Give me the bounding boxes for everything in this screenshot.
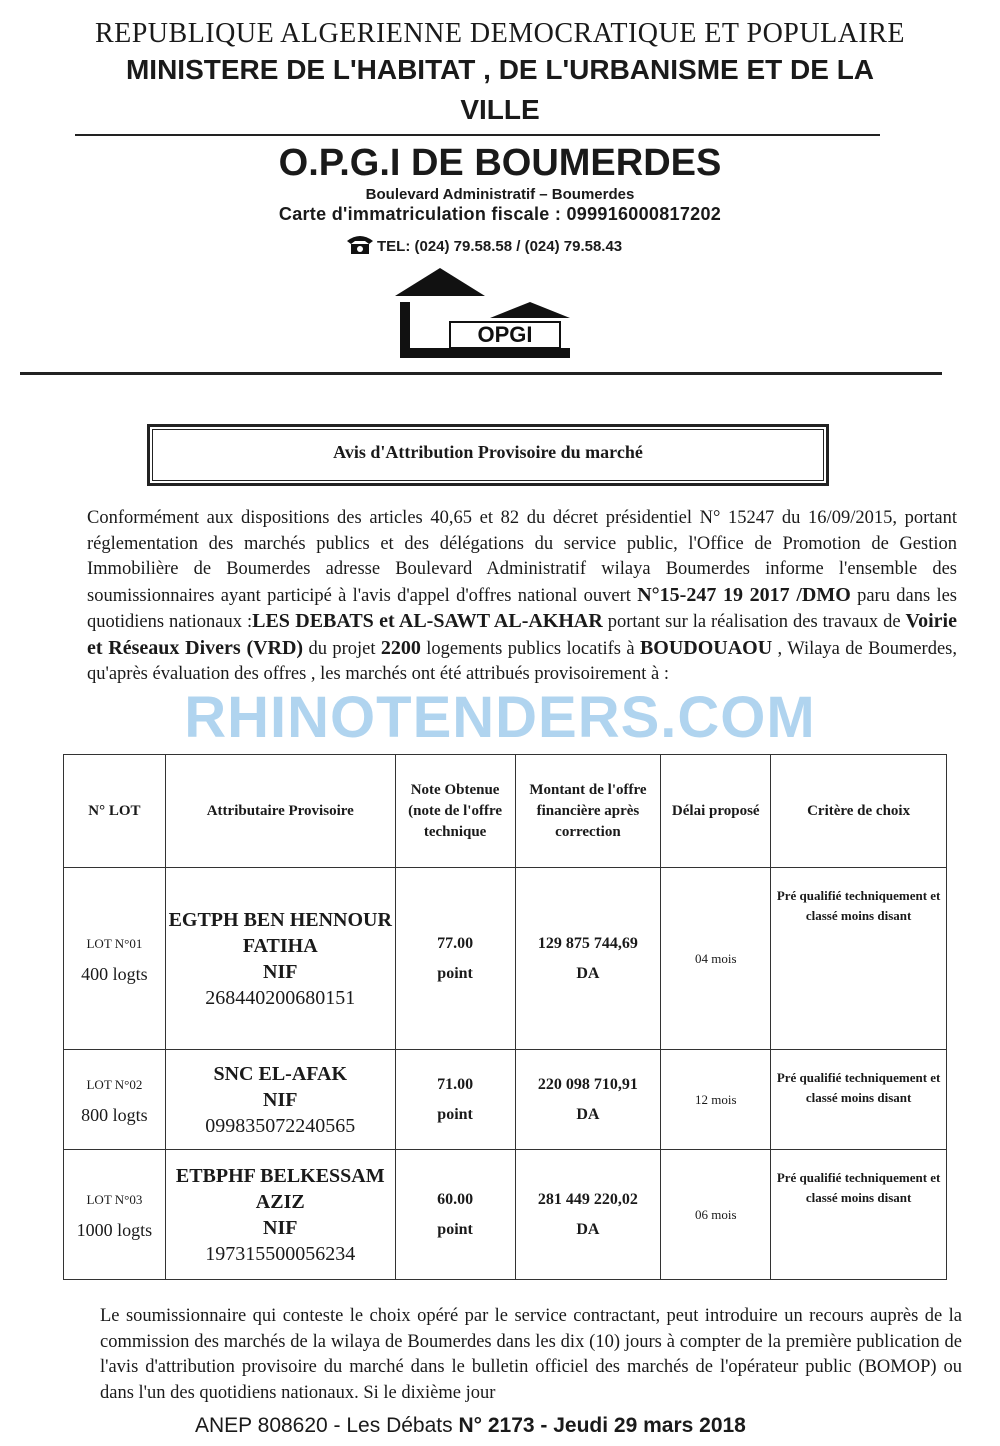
opgi-logo <box>390 266 580 367</box>
anep-reference: ANEP 808620 - Les Débats <box>195 1414 459 1437</box>
delai-cell: 12 mois <box>661 1050 771 1150</box>
header-montant: Montant de l'offre financière après correction <box>515 755 661 868</box>
ministere-heading: MINISTERE DE L'HABITAT , DE L'URBANISME ET DE LA <box>125 54 875 85</box>
header-attributaire: Attributaire Provisoire <box>165 755 395 868</box>
organisme-title: O.P.G.I DE BOUMERDES <box>278 142 722 184</box>
nif-label: NIF <box>263 1216 298 1239</box>
nb-logements: 2200 <box>380 636 421 659</box>
delai-cell: 06 mois <box>661 1150 771 1280</box>
travaux: Voirie et Réseaux Divers (VRD) <box>87 610 957 659</box>
header-lot: N° LOT <box>64 755 166 868</box>
body-text-5: logements publics locatifs à <box>420 638 640 659</box>
ville-heading: VILLE <box>460 94 540 125</box>
header-bottom-rule <box>20 372 942 375</box>
telephone-text: TEL: (024) 79.58.58 / (024) 79.58.43 <box>377 238 623 255</box>
nif-value: 197315500056234 <box>205 1242 356 1265</box>
note-cell <box>395 1050 515 1150</box>
nif-value: 268440200680151 <box>205 986 356 1009</box>
body-text-3: portant sur la réalisation des travaux de <box>602 612 906 632</box>
note-cell <box>395 868 515 1050</box>
table-header-row <box>64 755 947 868</box>
note-value: 60.00 <box>437 1190 474 1208</box>
body-text-6: , Wilaya de Boumerdes, qu'après évaluation des offres , les marchés ont été attribués provisoirement à : <box>87 638 957 684</box>
nif-label: NIF <box>263 1088 298 1111</box>
montant-value: 220 098 710,91 <box>537 1075 638 1093</box>
logo-lettering: OPGI <box>477 322 533 347</box>
attributaire-name: SNC EL-AFAK <box>213 1062 348 1085</box>
attributaire-cell <box>165 1150 395 1280</box>
table-row <box>64 1150 947 1280</box>
lot-logts: 400 logts <box>81 963 148 984</box>
carte-fiscale-text: Carte d'immatriculation fiscale : 099916000817202 <box>278 204 722 224</box>
attributaire-cell <box>165 868 395 1050</box>
table-row <box>64 1050 947 1150</box>
lieu: BOUDOUAOU <box>639 636 773 659</box>
montant-cell <box>515 1150 661 1280</box>
lot-number: LOT N°01 <box>86 935 143 951</box>
critere-cell: Pré qualifié techniquement et classé moins disant <box>771 1150 947 1280</box>
note-unit: point <box>437 1220 473 1238</box>
attributaire-name: ETBPHF BELKESSAM AZIZ <box>175 1164 385 1213</box>
publication-footer <box>195 1414 746 1438</box>
note-value: 71.00 <box>437 1075 474 1093</box>
note-value: 77.00 <box>437 934 474 952</box>
delai-cell: 04 mois <box>661 868 771 1050</box>
lot-cell <box>64 1050 166 1150</box>
attributaire-cell <box>165 1050 395 1150</box>
header-note: Note Obtenue (note de l'offre technique <box>395 755 515 868</box>
journaux: LES DEBATS et AL-SAWT AL-AKHAR <box>252 610 603 632</box>
lot-logts: 800 logts <box>81 1104 148 1125</box>
watermark: RHINOTENDERS.COM <box>184 685 816 750</box>
nif-value: 099835072240565 <box>205 1114 356 1137</box>
lot-cell <box>64 868 166 1050</box>
critere-cell: Pré qualifié techniquement et classé moins disant <box>771 868 947 1050</box>
montant-currency: DA <box>576 1220 600 1238</box>
header-critere: Critère de choix <box>771 755 947 868</box>
phone-icon <box>345 233 375 260</box>
header-divider <box>75 134 880 136</box>
lot-logts: 1000 logts <box>76 1219 153 1240</box>
montant-currency: DA <box>576 964 600 982</box>
montant-cell <box>515 868 661 1050</box>
avis-title: Avis d'Attribution Provisoire du marché <box>152 429 824 481</box>
issue-info: N° 2173 - Jeudi 29 mars 2018 <box>458 1414 746 1437</box>
note-cell <box>395 1150 515 1280</box>
montant-currency: DA <box>576 1105 600 1123</box>
header-delai: Délai proposé <box>661 755 771 868</box>
montant-value: 281 449 220,02 <box>537 1190 638 1208</box>
body-text-2: paru dans les quotidiens nationaux : <box>87 585 957 632</box>
lot-number: LOT N°02 <box>86 1076 143 1092</box>
recours-paragraph: Le soumissionnaire qui conteste le choix opéré par le service contractant, peut introduire un recours auprès de la commission des marchés de la wilaya de Boumerdes dans les dix (10) jours à compter de la première publication de l'avis d'attribution provisoire du marché dans le bulletin officiel des marchés de l'opérateur public (BOMOP) ou dans l'un des quotidiens nationaux. Si le dixième jour <box>100 1306 962 1403</box>
attribution-table <box>63 754 947 1280</box>
lot-cell <box>64 1150 166 1280</box>
republique-heading: REPUBLIQUE ALGERIENNE DEMOCRATIQUE ET POPULAIRE <box>94 18 906 49</box>
attributaire-name: EGTPH BEN HENNOUR FATIHA <box>168 908 392 957</box>
table-row <box>64 868 947 1050</box>
note-unit: point <box>437 1105 473 1123</box>
reference-number: N°15-247 19 2017 /DMO <box>637 583 851 606</box>
note-unit: point <box>437 964 473 982</box>
body-text-1: Conformément aux dispositions des articles 40,65 et 82 du décret présidentiel N° 15247 du 16/09/2015, portant réglementation des marchés publics et des délégations du service public, l'Office de Promotion de Gestion Immobilière de Boumerdes adresse Boulevard Administratif wilaya Boumerdes informe l'ensemble des soumissionnaires ayant participé à l'avis d'appel d'offres national ouvert <box>87 508 957 606</box>
montant-cell <box>515 1050 661 1150</box>
adresse-text: Boulevard Administratif – Boumerdes <box>365 186 635 203</box>
nif-label: NIF <box>263 960 298 983</box>
body-text-4: du projet <box>303 638 381 659</box>
lot-number: LOT N°03 <box>86 1191 143 1207</box>
montant-value: 129 875 744,69 <box>537 934 638 952</box>
body-paragraph <box>87 506 957 688</box>
critere-cell: Pré qualifié techniquement et classé moins disant <box>771 1050 947 1150</box>
